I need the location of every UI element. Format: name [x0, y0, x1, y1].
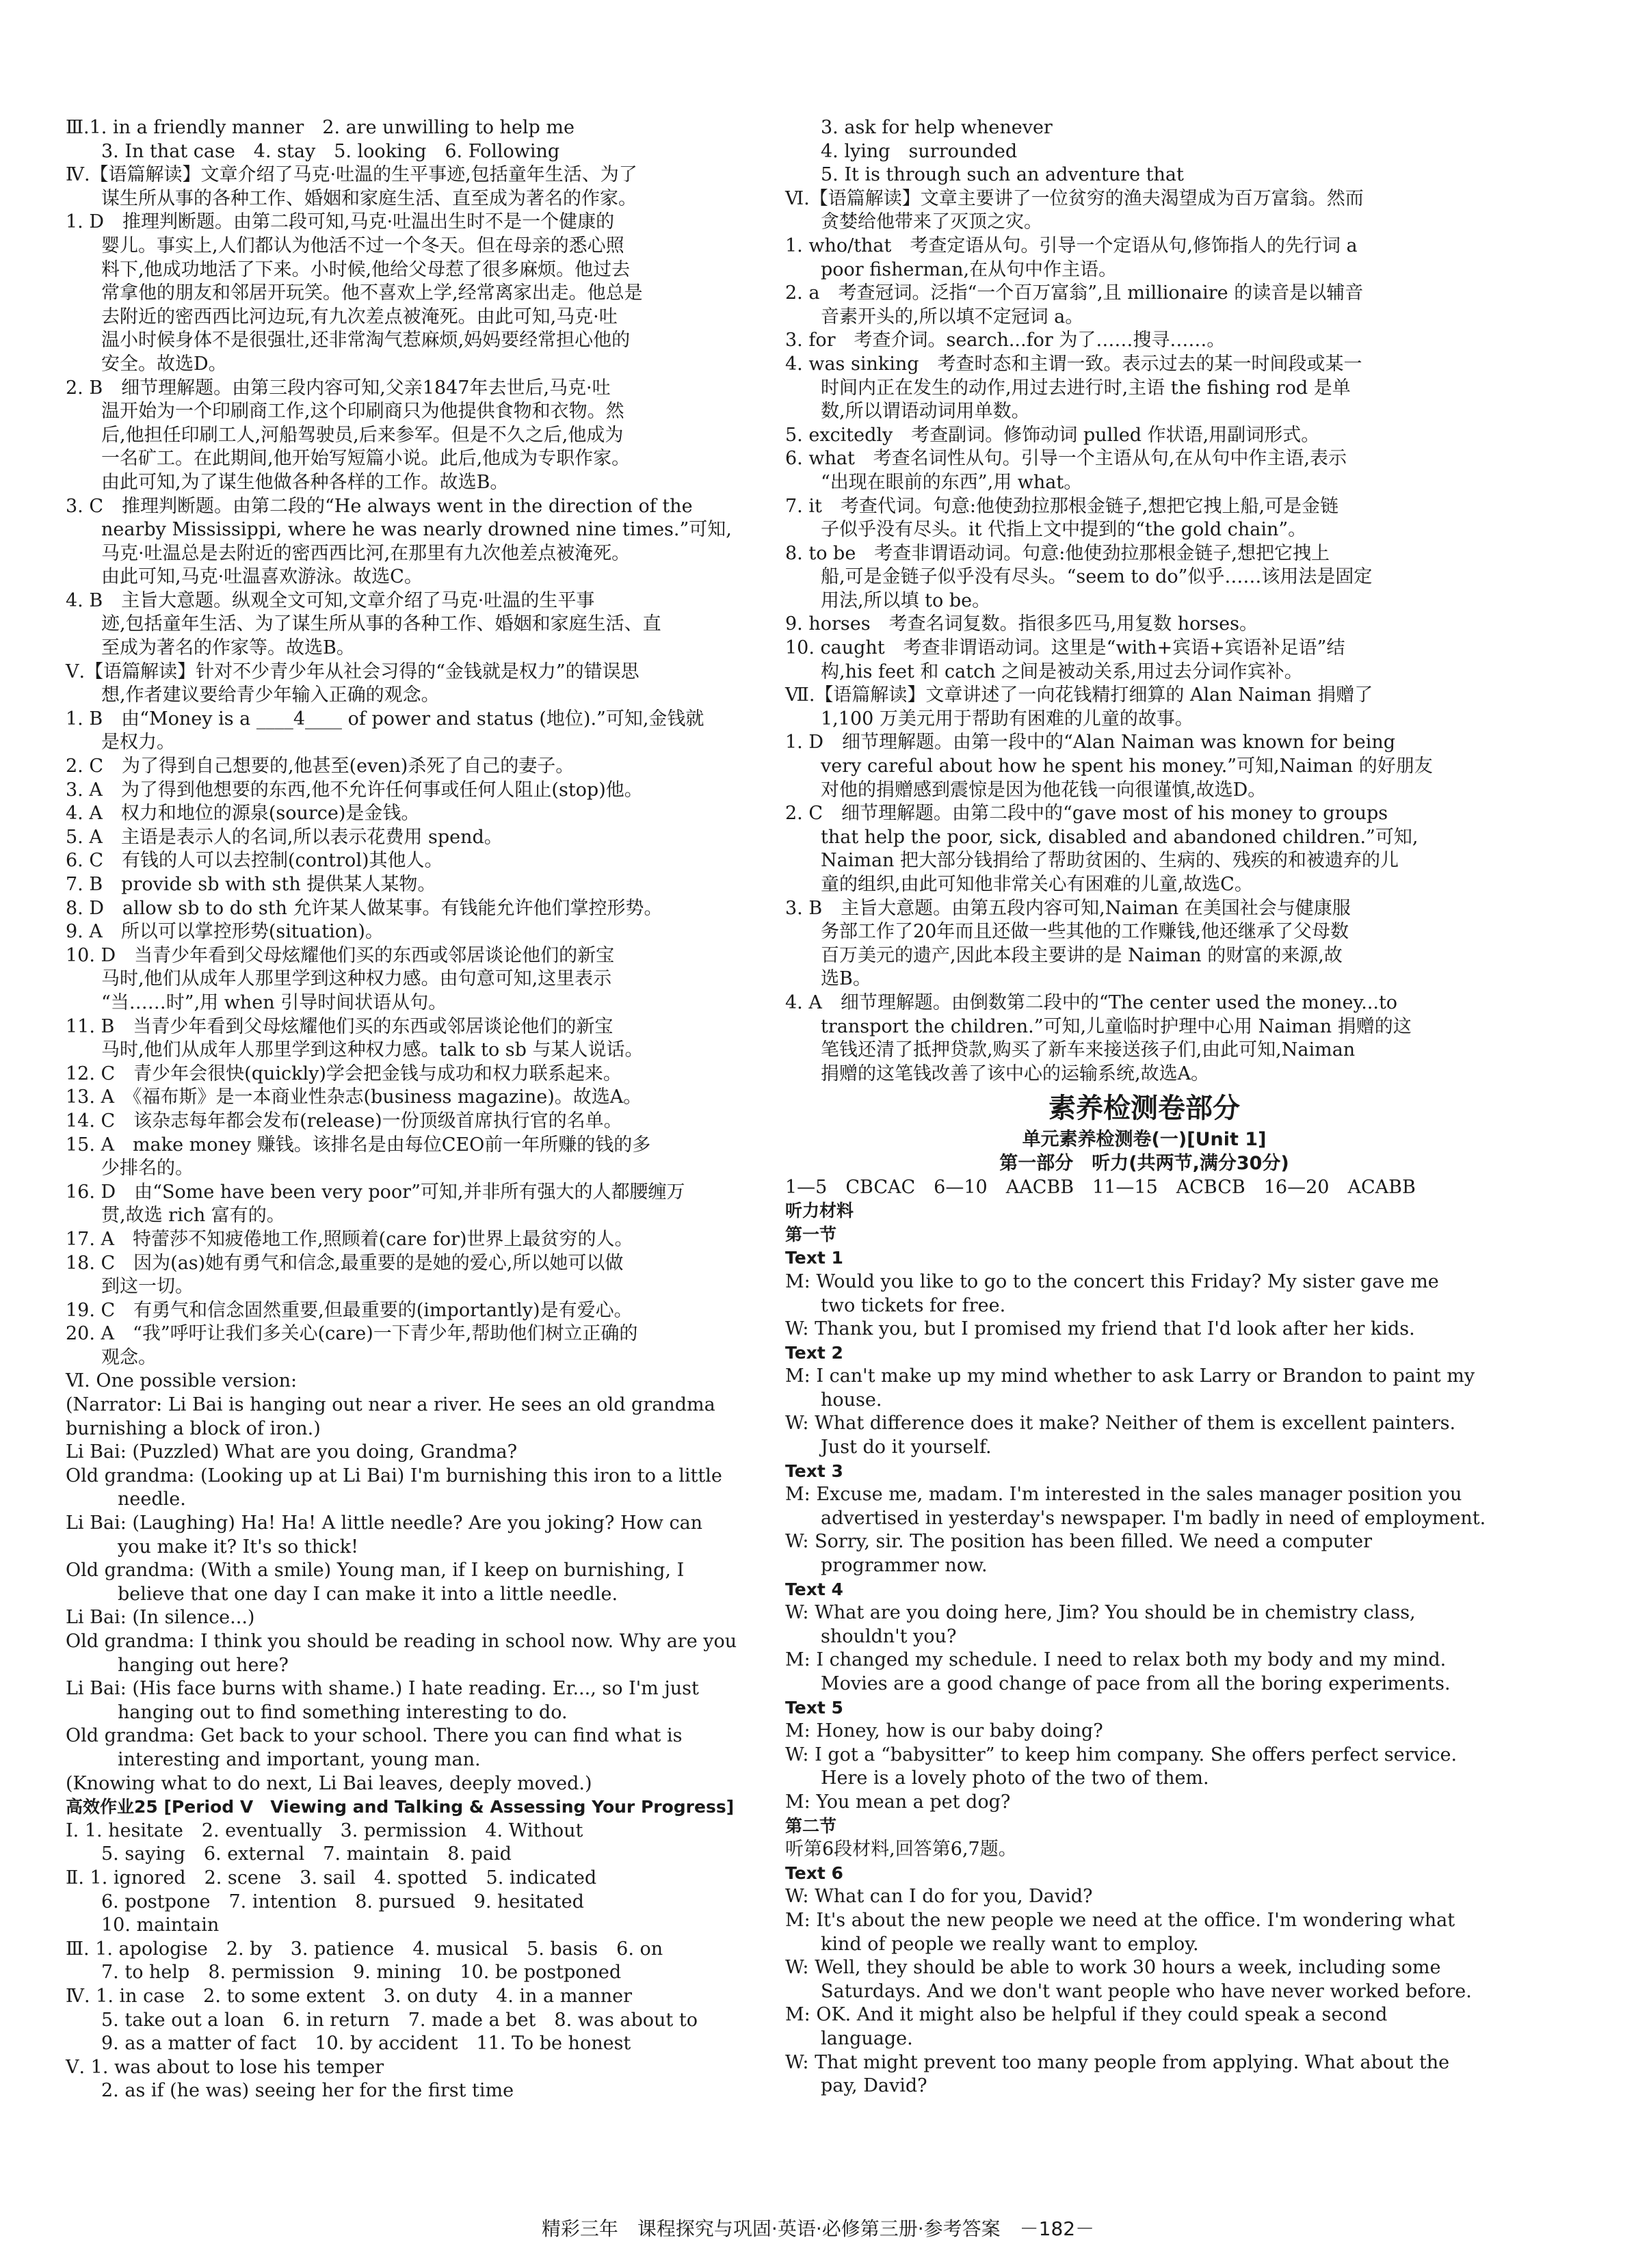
answer-line: 20. A “我”呼吁让我们多关心(care)一下青少年,帮助他们树立正确的 [66, 1323, 638, 1345]
answer-line: 是权力。 [101, 732, 175, 753]
answer-line: 温小时候身体不是很强壮,还非常淘气惹麻烦,妈妈要经常担心他的 [101, 330, 631, 351]
answer-line: 1. who/that 考查定语从句。引导一个定语从句,修饰指人的先行词 a [785, 235, 1358, 256]
answer-line: 3. for 考查介词。search...for 为了……搜寻……。 [785, 330, 1226, 351]
answer-line: 5. saying 6. external 7. maintain 8. paid [101, 1843, 512, 1865]
answer-line: two tickets for free. [821, 1294, 1006, 1316]
answer-line: 6. what 考查名词性从句。引导一个主语从句,在从句中作主语,表示 [785, 448, 1347, 470]
answer-line: 观念。 [101, 1346, 157, 1368]
answer-line: 4. A 权力和地位的源泉(source)是金钱。 [66, 803, 420, 825]
answer-line: 素养检测卷部分 [1048, 1093, 1240, 1125]
answer-line: believe that one day I can make it into a little needle. [118, 1583, 618, 1605]
answer-line: Old grandma: I think you should be reading in school now. Why are you [66, 1631, 737, 1652]
answer-line: 8. D allow sb to do sth 允许某人做某事。有钱能允许他们掌控形势。 [66, 897, 663, 919]
answer-line: 4. B 主旨大意题。纵观全文可知,文章介绍了马克·吐温的生平事 [66, 589, 595, 611]
answer-line: 听力材料 [785, 1201, 854, 1221]
answer-line: 2. C 细节理解题。由第二段中的“gave most of his money to groups [785, 803, 1388, 825]
answer-line: 马克·吐温总是去附近的密西西比河,在那里有九次他差点被淹死。 [101, 542, 631, 564]
answer-line: 3. C 推理判断题。由第二段的“He always went in the direction of the [66, 495, 693, 517]
answer-line: 对他的捐赠感到震惊是因为他花钱一向很谨慎,故选D。 [821, 779, 1267, 801]
answer-line: transport the children.”可知,儿童临时护理中心用 Naiman 捐赠的这 [821, 1015, 1412, 1037]
answer-line: Li Bai: (In silence...) [66, 1607, 255, 1629]
answer-line: Naiman 把大部分钱捐给了帮助贫困的、生病的、残疾的和被遗弃的儿 [821, 850, 1399, 872]
answer-line: M: Excuse me, madam. I'm interested in the sales manager position you [785, 1484, 1462, 1506]
answer-line: 4. A 细节理解题。由倒数第二段中的“The center used the money...to [785, 991, 1398, 1013]
answer-line: (Narrator: Li Bai is hanging out near a river. He sees an old grandma [66, 1394, 715, 1416]
answer-line: 子似乎没有尽头。it 代指上文中提到的“the gold chain”。 [821, 519, 1307, 541]
answer-line: 百万美元的遗产,因此本段主要讲的是 Naiman 的财富的来源,故 [821, 944, 1343, 966]
answer-line: 谋生所从事的各种工作、婚姻和家庭生活、直至成为著名的作家。 [101, 187, 637, 209]
answer-line: “出现在眼前的东西”,用 what。 [821, 471, 1083, 493]
answer-line: Text 2 [785, 1342, 843, 1363]
answer-line: needle. [118, 1489, 186, 1510]
answer-line: 5. take out a loan 6. in return 7. made a bet 8. was about to [101, 2009, 698, 2031]
answer-line: 7. it 考查代词。句意:他使劲拉那根金链子,想把它拽上船,可是金链 [785, 495, 1339, 517]
answer-line: Li Bai: (Laughing) Ha! Ha! A little needle? Are you joking? How can [66, 1512, 703, 1534]
answer-line: Li Bai: (His face burns with shame.) I hate reading. Er..., so I'm just [66, 1678, 699, 1700]
answer-line: Text 3 [785, 1460, 843, 1481]
answer-line: W: Sorry, sir. The position has been filled. We need a computer [785, 1531, 1373, 1553]
answer-line: 11. B 当青少年看到父母炫耀他们买的东西或邻居谈论他们的新宝 [66, 1015, 614, 1037]
answer-line: Ⅰ. 1. hesitate 2. eventually 3. permission 4. Without [66, 1819, 583, 1841]
answer-line: 高效作业25 [Period Ⅴ Viewing and Talking & Assessing Your Progress] [66, 1797, 735, 1817]
answer-line: pay, David? [821, 2075, 927, 2097]
answer-line: 2. C 为了得到自己想要的,他甚至(even)杀死了自己的妻子。 [66, 756, 575, 777]
answer-line: 料下,他成功地活了下来。小时候,他给父母惹了很多麻烦。他过去 [101, 258, 631, 280]
answer-line: 温开始为一个印刷商工作,这个印刷商只为他提供食物和衣物。然 [101, 401, 624, 423]
answer-line: 10. D 当青少年看到父母炫耀他们买的东西或邻居谈论他们的新宝 [66, 944, 615, 966]
answer-line: 17. A 特蕾莎不知疲倦地工作,照顾着(care for)世界上最贫穷的人。 [66, 1228, 633, 1250]
answer-line: W: What difference does it make? Neither of them is excellent painters. [785, 1413, 1456, 1435]
answer-line: 常拿他的朋友和邻居开玩笑。他不喜欢上学,经常离家出走。他总是 [101, 282, 643, 304]
answer-line: shouldn't you? [821, 1625, 957, 1647]
answer-line: 马时,他们从成年人那里学到这种权力感。由句意可知,这里表示 [101, 968, 612, 990]
answer-line: Text 5 [785, 1697, 843, 1718]
answer-line: W: Well, they should be able to work 30 hours a week, including some [785, 1957, 1441, 1979]
answer-line: Ⅲ.1. in a friendly manner 2. are unwilling to help me [66, 117, 575, 138]
answer-line: poor fisherman,在从句中作主语。 [821, 258, 1118, 280]
answer-line: Ⅶ.【语篇解读】文章讲述了一向花钱精打细算的 Alan Naiman 捐赠了 [785, 684, 1373, 706]
answer-line: 安全。故选D。 [101, 353, 227, 375]
answer-line: 14. C 该杂志每年都会发布(release)一份顶级首席执行官的名单。 [66, 1110, 622, 1132]
answer-line: 15. A make money 赚钱。该排名是由每位CEO前一年所赚的钱的多 [66, 1134, 651, 1156]
answer-line: 3. ask for help whenever [821, 117, 1053, 138]
answer-line: 13. A 《福布斯》是一本商业性杂志(business magazine)。故选A。 [66, 1086, 642, 1108]
answer-line: 4. lying surrounded [821, 140, 1018, 162]
answer-line: very careful about how he spent his money.”可知,Naiman 的好朋友 [821, 756, 1433, 777]
answer-line: 第一部分 听力(共两节,满分30分) [999, 1152, 1289, 1174]
answer-line: 想,作者建议要给青少年输入正确的观念。 [101, 684, 440, 706]
answer-line: Just do it yourself. [821, 1437, 992, 1458]
answer-line: 1,100 万美元用于帮助有困难的儿童的故事。 [821, 708, 1193, 730]
answer-line: 8. to be 考查非谓语动词。句意:他使劲拉那根金链子,想把它拽上 [785, 542, 1330, 564]
answer-line: 9. as a matter of fact 10. by accident 11. To be honest [101, 2033, 631, 2055]
answer-line: 1. B 由“Money is a ____4____ of power and status (地位).”可知,金钱就 [66, 708, 704, 730]
answer-line: Text 4 [785, 1579, 843, 1599]
answer-line: 2. a 考查冠词。泛指“一个百万富翁”,且 millionaire 的读音是以辅音 [785, 282, 1364, 304]
answer-line: M: I can't make up my mind whether to ask Larry or Brandon to paint my [785, 1365, 1475, 1387]
answer-line: 童的组织,由此可知他非常关心有困难的儿童,故选C。 [821, 874, 1253, 895]
answer-line: W: Thank you, but I promised my friend that I'd look after her kids. [785, 1318, 1415, 1340]
answer-line: 7. B provide sb with sth 提供某人某物。 [66, 874, 436, 895]
answer-line: (Knowing what to do next, Li Bai leaves, deeply moved.) [66, 1772, 592, 1794]
answer-line: burnishing a block of iron.) [66, 1417, 321, 1439]
answer-line: W: That might prevent too many people from applying. What about the [785, 2051, 1450, 2073]
answer-line: Ⅴ.【语篇解读】针对不少青少年从社会习得的“金钱就是权力”的错误思 [66, 661, 639, 682]
answer-line: house. [821, 1389, 882, 1411]
answer-line: 数,所以谓语动词用单数。 [821, 401, 1030, 423]
answer-line: 由此可知,马克·吐温喜欢游泳。故选C。 [101, 566, 423, 588]
answer-line: 5. It is through such an adventure that [821, 164, 1184, 186]
answer-line: 12. C 青少年会很快(quickly)学会把金钱与成功和权力联系起来。 [66, 1063, 622, 1084]
answer-line: interesting and important, young man. [118, 1748, 481, 1770]
answer-line: Text 6 [785, 1863, 843, 1883]
answer-line: Old grandma: (With a smile) Young man, if I keep on burnishing, I [66, 1560, 685, 1582]
answer-line: 1. D 推理判断题。由第二段可知,马克·吐温出生时不是一个健康的 [66, 211, 615, 233]
answer-line: Ⅴ. 1. was about to lose his temper [66, 2056, 384, 2078]
answer-line: 时间内正在发生的动作,用过去进行时,主语 the fishing rod 是单 [821, 377, 1351, 399]
answer-line: 由此可知,为了谋生他做各种各样的工作。故选B。 [101, 471, 509, 493]
answer-line: M: It's about the new people we need at the office. I'm wondering what [785, 1909, 1455, 1931]
left-column [66, 116, 784, 2103]
answer-line: 5. excitedly 考查副词。修饰动词 pulled 作状语,用副词形式。 [785, 424, 1320, 446]
answer-line: 后,他担任印刷工人,河船驾驶员,后来参军。但是不久之后,他成为 [101, 424, 624, 446]
answer-line: 婴儿。事实上,人们都认为他活不过一个冬天。但在母亲的悉心照 [101, 235, 624, 256]
answer-line: Old grandma: Get back to your school. There you can find what is [66, 1725, 683, 1747]
answer-line: 19. C 有勇气和信念固然重要,但最重要的(importantly)是有爱心。 [66, 1299, 633, 1321]
answer-line: Ⅲ. 1. apologise 2. by 3. patience 4. musical 5. basis 6. on [66, 1938, 663, 1960]
answer-line: W: What can I do for you, David? [785, 1886, 1093, 1908]
answer-line: 18. C 因为(as)她有勇气和信念,最重要的是她的爱心,所以她可以做 [66, 1252, 624, 1274]
answer-line: advertised in yesterday's newspaper. I'm badly in need of employment. [821, 1507, 1486, 1529]
answer-line: 捐赠的这笔钱改善了该中心的运输系统,故选A。 [821, 1063, 1210, 1084]
answer-line: 3. A 为了得到他想要的东西,他不允许任何事或任何人阻止(stop)他。 [66, 779, 643, 801]
answer-line: Ⅵ.【语篇解读】文章主要讲了一位贫穷的渔夫渴望成为百万富翁。然而 [785, 187, 1364, 209]
answer-line: W: What are you doing here, Jim? You should be in chemistry class, [785, 1602, 1416, 1624]
answer-line: Text 1 [785, 1248, 843, 1268]
answer-line: Old grandma: (Looking up at Li Bai) I'm burnishing this iron to a little [66, 1465, 722, 1486]
answer-line: nearby Mississippi, where he was nearly drowned nine times.”可知, [101, 519, 732, 541]
answer-line: M: OK. And it might also be helpful if they could speak a second [785, 2004, 1388, 2026]
answer-line: Ⅵ. One possible version: [66, 1370, 298, 1392]
answer-line: M: You mean a pet dog? [785, 1791, 1011, 1813]
answer-line: 用法,所以填 to be。 [821, 589, 991, 611]
answer-line: Movies are a good change of pace from all the boring experiments. [821, 1673, 1451, 1694]
right-column [785, 116, 1503, 2098]
answer-line: Li Bai: (Puzzled) What are you doing, Grandma? [66, 1441, 518, 1463]
answer-line: 务部工作了20年而且还做一些其他的工作赚钱,他还继承了父母数 [821, 921, 1349, 943]
answer-line: 音素开头的,所以填不定冠词 a。 [821, 306, 1084, 328]
answer-line: Ⅱ. 1. ignored 2. scene 3. sail 4. spotted 5. indicated [66, 1867, 597, 1889]
answer-line: 贯,故选 rich 富有的。 [101, 1205, 285, 1227]
answer-line: W: I got a “babysitter” to keep him company. She offers perfect service. [785, 1744, 1457, 1765]
answer-line: 10. caught 考查非谓语动词。这里是“with+宾语+宾语补足语”结 [785, 637, 1345, 659]
answer-line: 3. B 主旨大意题。由第五段内容可知,Naiman 在美国社会与健康服 [785, 897, 1351, 919]
answer-line: 9. A 所以可以掌控形势(situation)。 [66, 921, 384, 943]
answer-line: 3. In that case 4. stay 5. looking 6. Following [101, 140, 560, 162]
answer-line: 2. B 细节理解题。由第三段内容可知,父亲1847年去世后,马克·吐 [66, 377, 611, 399]
answer-line: 去附近的密西西比河边玩,有九次差点被淹死。由此可知,马克·吐 [101, 306, 618, 328]
answer-line: 一名矿工。在此期间,他开始写短篇小说。此后,他成为专职作家。 [101, 448, 631, 470]
answer-line: 至成为著名的作家等。故选B。 [101, 637, 355, 659]
answer-line: 9. horses 考查名词复数。指很多匹马,用复数 horses。 [785, 613, 1258, 635]
page-footer: 精彩三年 课程探究与巩固·英语·必修第三册·参考答案 －182－ [541, 2217, 1095, 2240]
answer-line: 听第6段材料,回答第6,7题。 [785, 1839, 1017, 1860]
answer-line: 1—5 CBCAC 6—10 AACBB 11—15 ACBCB 16—20 ACABB [785, 1176, 1416, 1198]
answer-line: 10. maintain [101, 1915, 220, 1936]
answer-line: 笔钱还清了抵押贷款,购买了新车来接送孩子们,由此可知,Naiman [821, 1039, 1356, 1061]
answer-line: 16. D 由“Some have been very poor”可知,并非所有强大的人都腰缠万 [66, 1181, 685, 1203]
answer-line: “当……时”,用 when 引导时间状语从句。 [101, 991, 447, 1013]
answer-line: kind of people we really want to employ. [821, 1933, 1199, 1955]
answer-line: hanging out to find something interesting to do. [118, 1701, 568, 1723]
answer-line: hanging out here? [118, 1654, 289, 1676]
answer-line: you make it? It's so thick! [118, 1536, 358, 1558]
answer-line: 船,可是金链子似乎没有尽头。“seem to do”似乎……该用法是固定 [821, 566, 1373, 588]
answer-line: 1. D 细节理解题。由第一段中的“Alan Naiman was known for being [785, 732, 1396, 753]
answer-line: 单元素养检测卷(一)[Unit 1] [1022, 1129, 1267, 1151]
answer-line: 4. was sinking 考查时态和主谓一致。表示过去的某一时间段或某一 [785, 353, 1362, 375]
answer-line: 2. as if (he was) seeing her for the first time [101, 2080, 514, 2102]
answer-line: M: I changed my schedule. I need to relax both my body and my mind. [785, 1649, 1447, 1671]
answer-line: Here is a lovely photo of the two of them. [821, 1767, 1209, 1789]
answer-line: 第二节 [785, 1815, 837, 1836]
answer-line: 少排名的。 [101, 1158, 194, 1179]
answer-line: 7. to help 8. permission 9. mining 10. be postponed [101, 1962, 622, 1984]
answer-line: 6. C 有钱的人可以去控制(control)其他人。 [66, 850, 443, 872]
answer-line: 5. A 主语是表示人的名词,所以表示花费用 spend。 [66, 826, 503, 848]
answer-line: Ⅳ. 1. in case 2. to some extent 3. on duty 4. in a manner [66, 1985, 633, 2007]
answer-line: 选B。 [821, 968, 871, 990]
answer-line: 迹,包括童年生活、为了谋生所从事的各种工作、婚姻和家庭生活、直 [101, 613, 661, 635]
answer-line: that help the poor, sick, disabled and abandoned children.”可知, [821, 826, 1419, 848]
answer-line: language. [821, 2027, 913, 2049]
answer-line: Ⅳ.【语篇解读】文章介绍了马克·吐温的生平事迹,包括童年生活、为了 [66, 164, 637, 186]
answer-line: 马时,他们从成年人那里学到这种权力感。talk to sb 与某人说话。 [101, 1039, 644, 1061]
answer-line: 到这一切。 [101, 1276, 194, 1298]
answer-line: programmer now. [821, 1555, 988, 1577]
answer-line: 贪婪给他带来了灭顶之灾。 [821, 211, 1042, 233]
answer-line: Saturdays. And we don't want people who have never worked before. [821, 1980, 1472, 2002]
answer-line: 第一节 [785, 1224, 837, 1244]
answer-line: M: Honey, how is our baby doing? [785, 1720, 1103, 1742]
answer-line: M: Would you like to go to the concert this Friday? My sister gave me [785, 1270, 1439, 1292]
answer-line: 6. postpone 7. intention 8. pursued 9. hesitated [101, 1891, 584, 1912]
answer-line: 构,his feet 和 catch 之间是被动关系,用过去分词作宾补。 [821, 661, 1303, 682]
